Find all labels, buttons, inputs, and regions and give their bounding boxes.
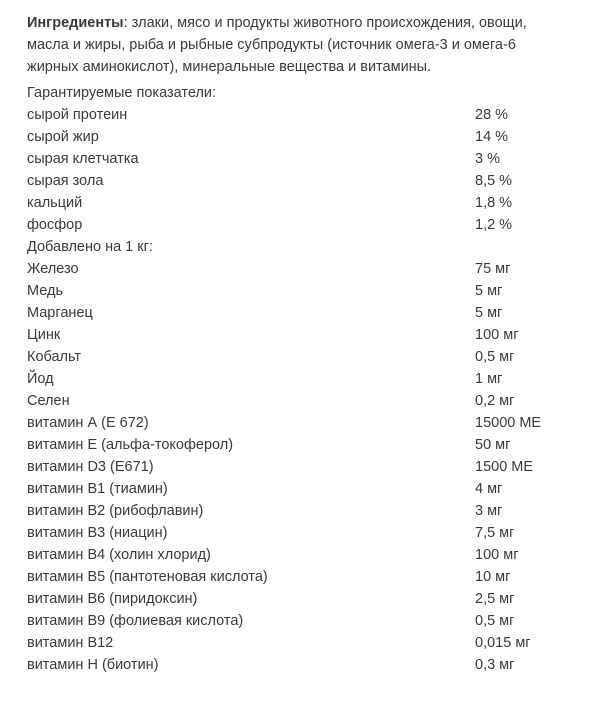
table-row xyxy=(27,236,587,258)
table-row xyxy=(27,588,587,610)
row-value: 7,5 мг xyxy=(475,525,515,541)
row-value: 0,2 мг xyxy=(475,393,515,409)
table-row xyxy=(27,302,587,324)
table-row xyxy=(27,390,587,412)
table-row xyxy=(27,126,587,148)
row-name: витамин В6 (пиридоксин) xyxy=(27,591,198,607)
row-value: 1,2 % xyxy=(475,217,513,233)
row-name: Добавлено на 1 кг: xyxy=(27,239,153,255)
table-row xyxy=(27,148,587,170)
table-row xyxy=(27,566,587,588)
row-name: витамин В2 (рибофлавин) xyxy=(27,503,204,519)
row-name: сырая клетчатка xyxy=(27,151,139,167)
row-value: 0,015 мг xyxy=(475,635,531,651)
row-name: витамин В9 (фолиевая кислота) xyxy=(27,613,244,629)
table-row xyxy=(27,544,587,566)
row-name: витамин В4 (холин хлорид) xyxy=(27,547,211,563)
table-row xyxy=(27,82,587,104)
row-value: 0,5 мг xyxy=(475,349,515,365)
row-value: 2,5 мг xyxy=(475,591,515,607)
row-name: витамин В3 (ниацин) xyxy=(27,525,168,541)
row-value: 0,3 мг xyxy=(475,657,515,673)
table-row xyxy=(27,192,587,214)
table-row xyxy=(27,478,587,500)
row-value: 3 мг xyxy=(475,503,503,519)
row-value: 100 мг xyxy=(475,547,519,563)
ingredients-line-2: масла и жиры, рыба и рыбные субпродукты (источник омега-3 и омега-6 xyxy=(27,37,516,53)
ingredients-line-3: жирных аминокислот), минеральные вещества и витамины. xyxy=(27,59,432,75)
row-name: витамин D3 (Е671) xyxy=(27,459,154,475)
row-name: кальций xyxy=(27,195,83,211)
row-value: 14 % xyxy=(475,129,509,145)
table-row xyxy=(27,214,587,236)
row-value: 4 мг xyxy=(475,481,503,497)
row-name: Йод xyxy=(27,371,54,387)
row-name: Гарантируемые показатели: xyxy=(27,85,217,101)
row-name: Марганец xyxy=(27,305,93,321)
row-value: 15000 МЕ xyxy=(475,415,542,431)
row-value: 10 мг xyxy=(475,569,511,585)
row-name: Медь xyxy=(27,283,64,299)
row-value: 75 мг xyxy=(475,261,511,277)
ingredients-text-1: : злаки, мясо и продукты животного происхождения, овощи, xyxy=(123,15,527,31)
row-value: 5 мг xyxy=(475,305,503,321)
ingredients-line-1 xyxy=(27,12,591,34)
table-row xyxy=(27,610,587,632)
ingredients-label: Ингредиенты xyxy=(27,15,124,31)
row-name: сырая зола xyxy=(27,173,104,189)
row-name: сырой жир xyxy=(27,129,99,145)
table-row xyxy=(27,434,587,456)
table-row xyxy=(27,412,587,434)
table-row xyxy=(27,170,587,192)
row-name: Кобальт xyxy=(27,349,82,365)
row-name: витамин Е (альфа-токоферол) xyxy=(27,437,234,453)
table-row xyxy=(27,280,587,302)
table-row xyxy=(27,654,587,676)
row-name: фосфор xyxy=(27,217,83,233)
row-value: 1500 МЕ xyxy=(475,459,534,475)
table-row xyxy=(27,346,587,368)
nutrition-table xyxy=(27,82,587,676)
row-value: 5 мг xyxy=(475,283,503,299)
row-value: 8,5 % xyxy=(475,173,513,189)
row-value: 3 % xyxy=(475,151,500,167)
row-value: 50 мг xyxy=(475,437,511,453)
table-row xyxy=(27,104,587,126)
row-name: витамин Н (биотин) xyxy=(27,657,159,673)
row-name: витамин В1 (тиамин) xyxy=(27,481,168,497)
table-row xyxy=(27,456,587,478)
table-row xyxy=(27,258,587,280)
row-name: витамин В5 (пантотеновая кислота) xyxy=(27,569,268,585)
table-row xyxy=(27,522,587,544)
table-row xyxy=(27,324,587,346)
row-name: Железо xyxy=(27,261,79,277)
row-name: сырой протеин xyxy=(27,107,128,123)
row-value: 1,8 % xyxy=(475,195,513,211)
row-name: Селен xyxy=(27,393,70,409)
row-value: 1 мг xyxy=(475,371,503,387)
row-name: Цинк xyxy=(27,327,61,343)
row-name: витамин В12 xyxy=(27,635,114,651)
ingredients-paragraph xyxy=(27,12,591,78)
row-value: 28 % xyxy=(475,107,509,123)
row-name: витамин А (Е 672) xyxy=(27,415,149,431)
row-value: 100 мг xyxy=(475,327,519,343)
table-row xyxy=(27,368,587,390)
row-value: 0,5 мг xyxy=(475,613,515,629)
table-row xyxy=(27,632,587,654)
table-row xyxy=(27,500,587,522)
